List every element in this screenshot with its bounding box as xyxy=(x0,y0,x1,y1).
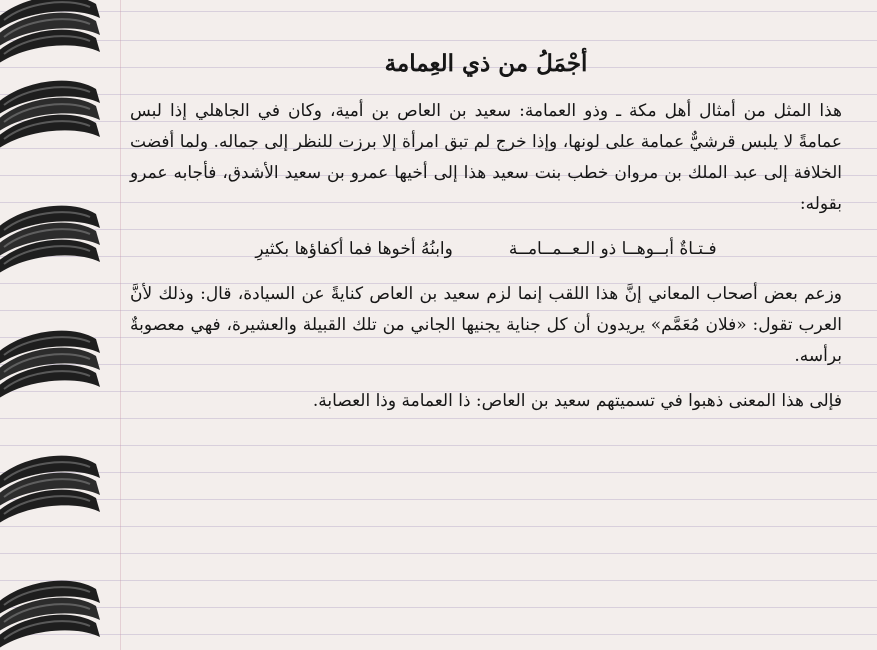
spiral-ring xyxy=(0,456,100,526)
page-title: أجْمَلُ من ذي العِمامة xyxy=(384,50,588,77)
paragraph-conclusion: فإلى هذا المعنى ذهبوا في تسميتهم سعيد بن العاص: ذا العمامة وذا العصابة. xyxy=(312,391,842,411)
spiral-ring xyxy=(0,81,100,151)
spiral-rings xyxy=(0,0,110,650)
spiral-ring xyxy=(0,0,100,66)
spiral-ring xyxy=(0,206,100,276)
spiral-binding xyxy=(0,0,110,650)
paragraph-explanation: وزعم بعض أصحاب المعاني إنَّ هذا اللقب إنما لزم سعيد بن العاص كنايةً عن السيادة، قال: وذلك لأنَّ العرب تقول: «فلان مُعَمَّم» يريدون أن كل جناية يجنيها الجاني من تلك القبيلة والعشيرة، فهي معصوبةٌ برأسه. xyxy=(130,284,842,366)
spiral-ring xyxy=(0,331,100,401)
paragraph-intro: هذا المثل من أمثال أهل مكة ـ وذو العمامة: سعيد بن العاص بن أمية، وكان في الجاهلي إذا لبس عمامةً لا يلبس قرشيٌّ عمامة على لونها، وإذا خرج لم تبق امرأة إلا برزت للنظر إلى جماله. ولما أفضت الخلافة إلى عبد الملك بن مروان خطب بنت سعيد هذا إلى أخيها عمرو بن سعيد الأشدق، فأجابه عمرو بقوله: xyxy=(130,101,842,214)
poem-verse xyxy=(130,234,842,265)
verse-second-half: وابنُهُ أخوها فما أكفاؤها بكثيرِ xyxy=(255,239,453,259)
spiral-ring xyxy=(0,581,100,650)
page-content xyxy=(130,48,842,431)
verse-first-half: فـتـاةٌ أبــوهــا ذو الـعــمــامــة xyxy=(508,239,717,259)
page-margin-line xyxy=(120,0,121,650)
